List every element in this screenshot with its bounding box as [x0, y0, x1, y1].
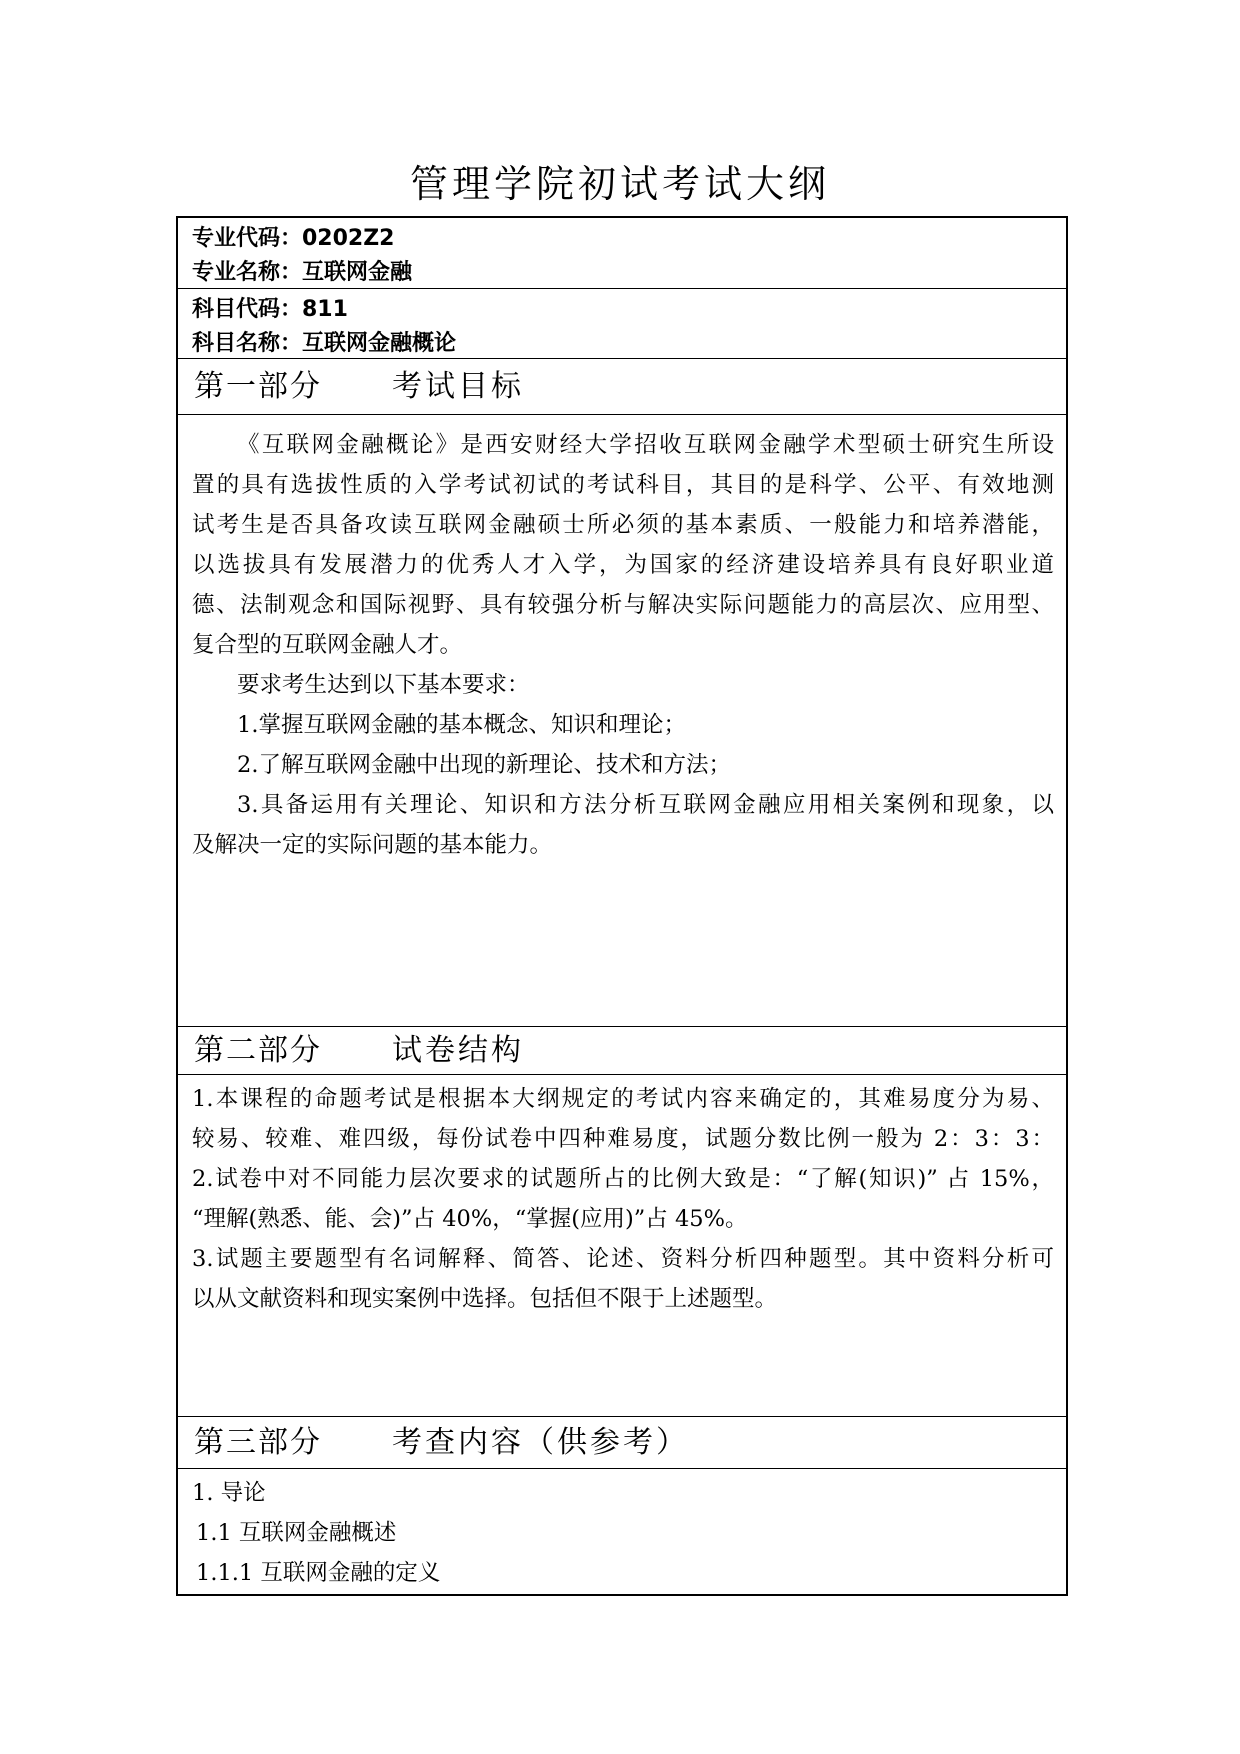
intro-line: 复合型的互联网金融人才。 — [192, 632, 463, 658]
part1-body — [178, 414, 1066, 1026]
requirement-item: 1.掌握互联网金融的基本概念、知识和理论； — [237, 712, 686, 738]
subject-name: 科目名称：互联网金融概论 — [192, 331, 457, 356]
page-title: 管理学院初试考试大纲 — [409, 162, 830, 206]
intro-line: 置的具有选拔性质的入学考试初试的考试科目，其目的是科学、公平、有效地测 — [192, 472, 1054, 498]
requirements-intro: 要求考生达到以下基本要求： — [237, 672, 530, 698]
structure-line: 2.试卷中对不同能力层次要求的试题所占的比例大致是：“了解(知识)” 占 15%， — [192, 1166, 1054, 1192]
part1-intro-paragraph — [192, 425, 1054, 665]
structure-line: 以从文献资料和现实案例中选择。包括但不限于上述题型。 — [192, 1286, 778, 1312]
major-name: 专业名称：互联网金融 — [192, 260, 413, 285]
major-info-section — [178, 218, 1066, 288]
subject-code: 科目代码：811 — [192, 297, 348, 322]
part3-title: 考查内容（供参考） — [392, 1424, 689, 1460]
structure-line: 3.试题主要题型有名词解释、简答、论述、资料分析四种题型。其中资料分析可 — [192, 1246, 1054, 1272]
requirement-item — [192, 785, 1054, 865]
outline-subsection: 1.1.1 互联网金融的定义 — [196, 1560, 441, 1586]
structure-line: “理解(熟悉、能、会)”占 40%，“掌握(应用)”占 45%。 — [192, 1206, 748, 1232]
part3-body — [178, 1468, 1066, 1594]
structure-line: 较易、较难、难四级，每份试卷中四种难易度，试题分数比例一般为 2：3：3： — [192, 1126, 1054, 1152]
part1-label: 第一部分 — [194, 368, 322, 404]
outline-section: 1.1 互联网金融概述 — [196, 1520, 397, 1546]
part1-title: 考试目标 — [392, 368, 524, 404]
intro-line: 德、法制观念和国际视野、具有较强分析与解决实际问题能力的高层次、应用型、 — [192, 592, 1054, 618]
structure-line: 1.本课程的命题考试是根据本大纲规定的考试内容来确定的，其难易度分为易、 — [192, 1086, 1054, 1112]
part2-label: 第二部分 — [194, 1032, 322, 1068]
part3-header — [178, 1416, 1066, 1468]
intro-line: 《互联网金融概论》是西安财经大学招收互联网金融学术型硕士研究生所设 — [237, 432, 1054, 458]
part2-body — [178, 1074, 1066, 1416]
requirement-line: 及解决一定的实际问题的基本能力。 — [192, 832, 553, 858]
subject-info-section — [178, 288, 1066, 358]
part2-title: 试卷结构 — [392, 1032, 524, 1068]
requirement-item: 2.了解互联网金融中出现的新理论、技术和方法； — [237, 752, 731, 778]
part1-header — [178, 358, 1066, 414]
major-code: 专业代码：0202Z2 — [192, 226, 395, 251]
syllabus-table — [176, 216, 1068, 1596]
part2-header — [178, 1026, 1066, 1074]
intro-line: 以选拔具有发展潜力的优秀人才入学，为国家的经济建设培养具有良好职业道 — [192, 552, 1054, 578]
part3-label: 第三部分 — [194, 1424, 322, 1460]
outline-chapter: 1. 导论 — [192, 1480, 266, 1506]
requirement-line: 3.具备运用有关理论、知识和方法分析互联网金融应用相关案例和现象，以 — [237, 792, 1054, 818]
intro-line: 试考生是否具备攻读互联网金融硕士所必须的基本素质、一般能力和培养潜能， — [192, 512, 1054, 538]
